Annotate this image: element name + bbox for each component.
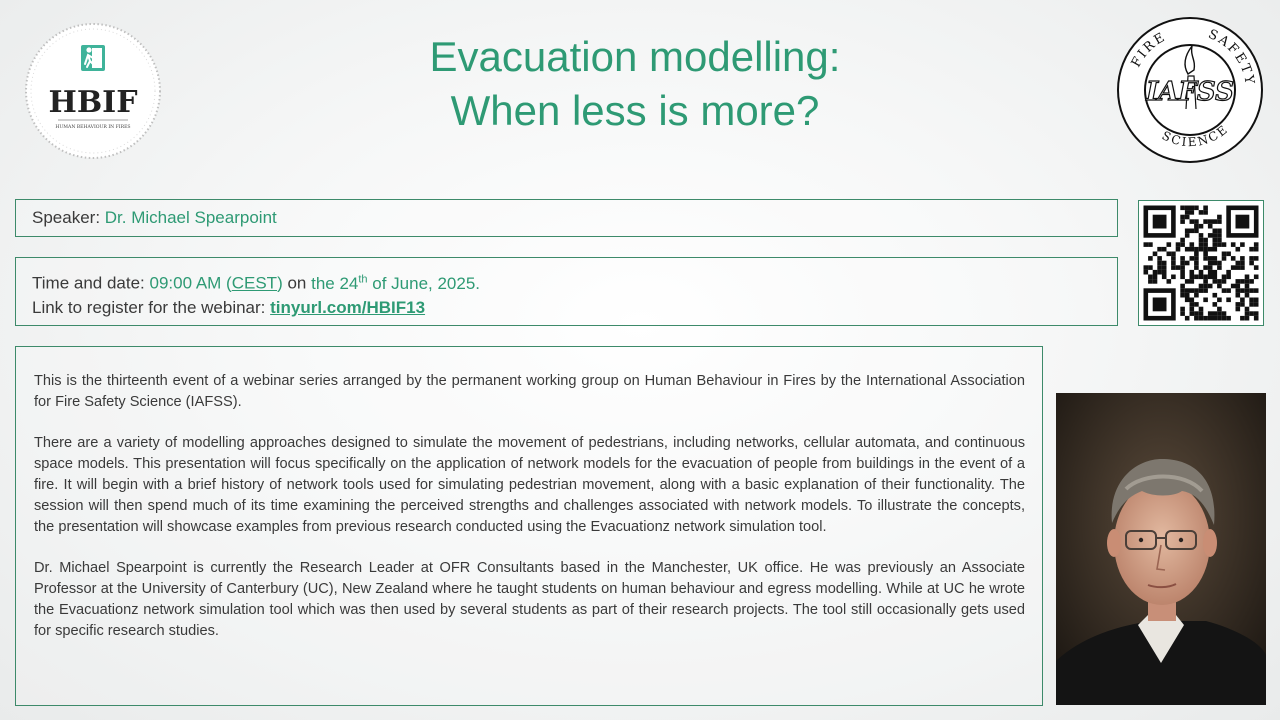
hbif-tagline: HUMAN BEHAVIOUR IN FIRES	[55, 125, 131, 130]
date-suffix-sup: th	[358, 273, 368, 285]
qr-code-icon	[1138, 200, 1264, 326]
tz-close: )	[277, 273, 283, 293]
title-line-1: Evacuation modelling:	[429, 33, 841, 80]
speaker-portrait	[1056, 393, 1266, 705]
description-bio: Dr. Michael Spearpoint is currently the Research Leader at OFR Consultants based in the Manchester, UK office. He was previously an Associate Professor at the University of Canterbury (UC), New Zealand where he taught students on human behaviour and egress modelling. While at UC he wrote the Evacuationz network simulation tool which was then used by several students as part of their research projects. The tool still occasionally gets used for specific research studies.	[34, 560, 1025, 639]
speaker-name: Dr. Michael Spearpoint	[104, 208, 277, 227]
schedule-box	[15, 257, 1118, 326]
description-box	[15, 346, 1043, 706]
speaker-label: Speaker:	[32, 208, 105, 227]
iafss-ring-safety: SAFETY	[1205, 26, 1257, 88]
iafss-name: IAFSS	[1146, 77, 1234, 107]
register-label: Link to register for the webinar:	[32, 297, 271, 317]
date-prefix: the 24	[311, 273, 359, 293]
title-line-2: When less is more?	[450, 87, 820, 134]
time-value: 09:00 AM	[149, 273, 222, 293]
speaker-box	[15, 199, 1118, 237]
register-link[interactable]: tinyurl.com/HBIF13	[270, 297, 426, 317]
hbif-logo	[22, 20, 164, 162]
iafss-ring-science: SCIENCE	[1159, 121, 1232, 150]
tz-open: (	[221, 273, 232, 293]
time-line	[32, 267, 1101, 296]
iafss-logo	[1114, 14, 1266, 166]
description-abstract: There are a variety of modelling approaches designed to simulate the movement of pedestrians, including networks, cellular automata, and continuous space models. This presentation will focus specifically on the application of network models for the evacuation of people from buildings in the event of a fire. It will begin with a brief history of network tools used for simulating pedestrian movement, along with a basic explanation of their functionality. The session will then spend much of its time examining the perceived strengths and challenges associated with network models. To illustrate the concepts, the presentation will showcase examples from previous research conducted using the Evacuationz network simulation tool.	[34, 435, 1025, 535]
iafss-ring-fire: FIRE	[1128, 29, 1169, 70]
hbif-name: HBIF	[48, 85, 138, 120]
date-suffix: of June, 2025.	[367, 273, 481, 293]
date-value	[311, 274, 480, 293]
description-intro: This is the thirteenth event of a webinar series arranged by the permanent working group on Human Behaviour in Fires by the International Association for Fire Safety Science (IAFSS).	[34, 373, 1025, 410]
timezone: CEST	[231, 273, 278, 293]
register-line	[32, 296, 1101, 320]
page-title	[280, 30, 990, 138]
time-label: Time and date:	[32, 273, 150, 293]
running-man-exit-icon	[81, 45, 105, 71]
on-word: on	[282, 273, 312, 293]
